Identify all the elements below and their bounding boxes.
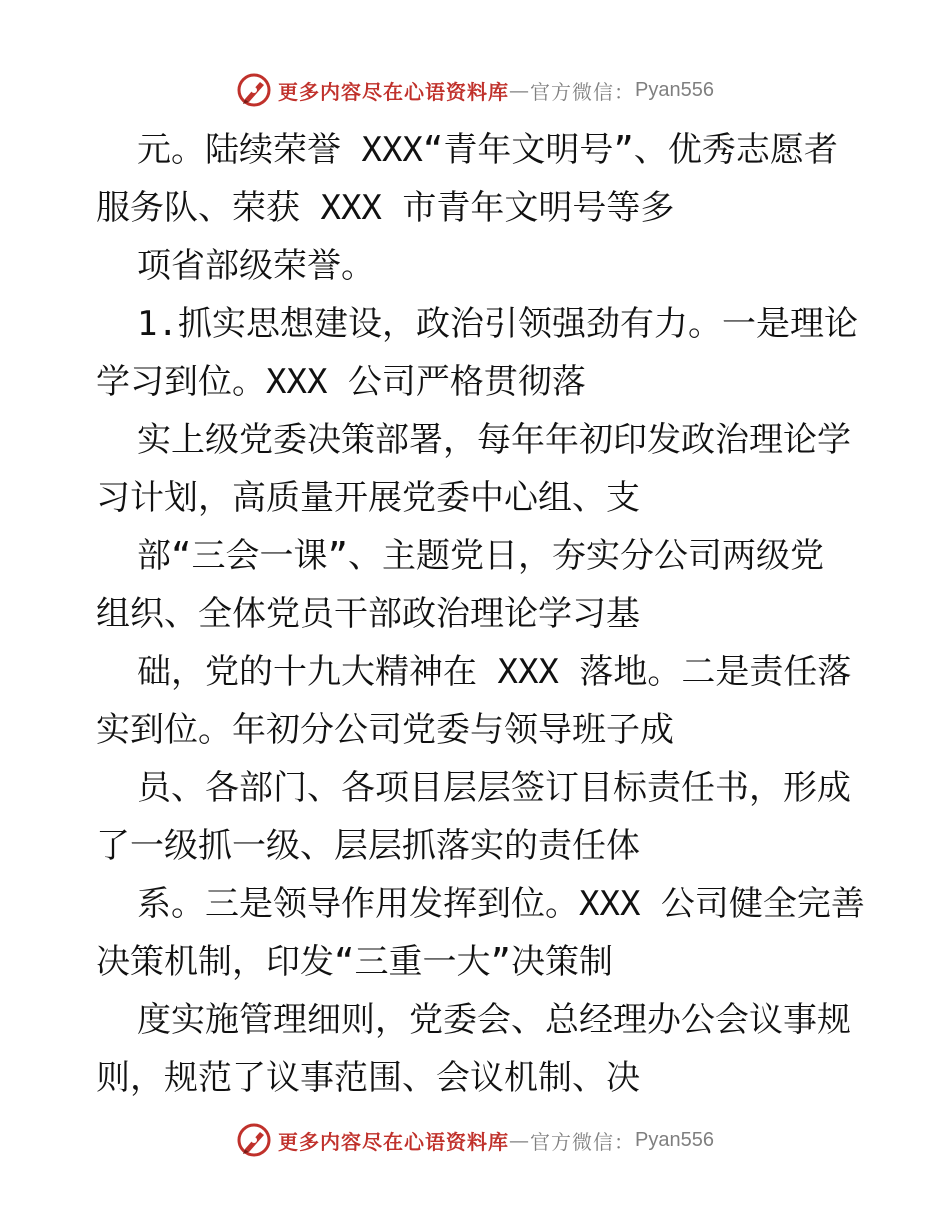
watermark-dash: — [509,1128,531,1152]
text-line: 系。三是领导作用发挥到位。XXX 公司健全完善 [137,884,865,924]
watermark-title: 更多内容尽在心语资料库 [278,1129,510,1154]
header-watermark [0,70,950,110]
text-line: 组织、全体党员干部政治理论学习基 [96,594,640,634]
text-line: 服务队、荣获 XXX 市青年文明号等多 [96,188,675,228]
watermark-wechat-id: Pyan556 [635,78,714,101]
text-line: 度实施管理细则，党委会、总经理办公会议事规 [137,1000,851,1040]
text-line: 元。陆续荣誉 XXX“青年文明号”、优秀志愿者 [137,130,838,170]
pen-logo-icon [236,1122,272,1158]
text-line: 习计划，高质量开展党委中心组、支 [96,478,640,518]
text-line: 础，党的十九大精神在 XXX 落地。二是责任落 [137,652,852,692]
text-line: 学习到位。XXX 公司严格贯彻落 [96,362,586,402]
text-line: 实到位。年初分公司党委与领导班子成 [96,710,674,750]
pen-logo-icon [236,72,272,108]
watermark-wechat-label: 官方微信： [530,79,636,104]
watermark-wechat-id: Pyan556 [635,1128,714,1151]
watermark-dash: — [509,78,531,102]
text-line: 员、各部门、各项目层层签订目标责任书，形成 [137,768,851,808]
watermark-title: 更多内容尽在心语资料库 [278,79,510,104]
text-line: 了一级抓一级、层层抓落实的责任体 [96,826,640,866]
footer-watermark [0,1120,950,1160]
watermark-wechat-label: 官方微信： [530,1129,636,1154]
text-line: 部“三会一课”、主题党日，夯实分公司两级党 [137,536,824,576]
text-line: 则，规范了议事范围、会议机制、决 [96,1058,640,1098]
text-line: 实上级党委决策部署，每年年初印发政治理论学 [137,420,851,460]
text-line: 1.抓实思想建设，政治引领强劲有力。一是理论 [137,304,858,344]
text-line: 项省部级荣誉。 [137,246,375,286]
text-line: 决策机制，印发“三重一大”决策制 [96,942,613,982]
